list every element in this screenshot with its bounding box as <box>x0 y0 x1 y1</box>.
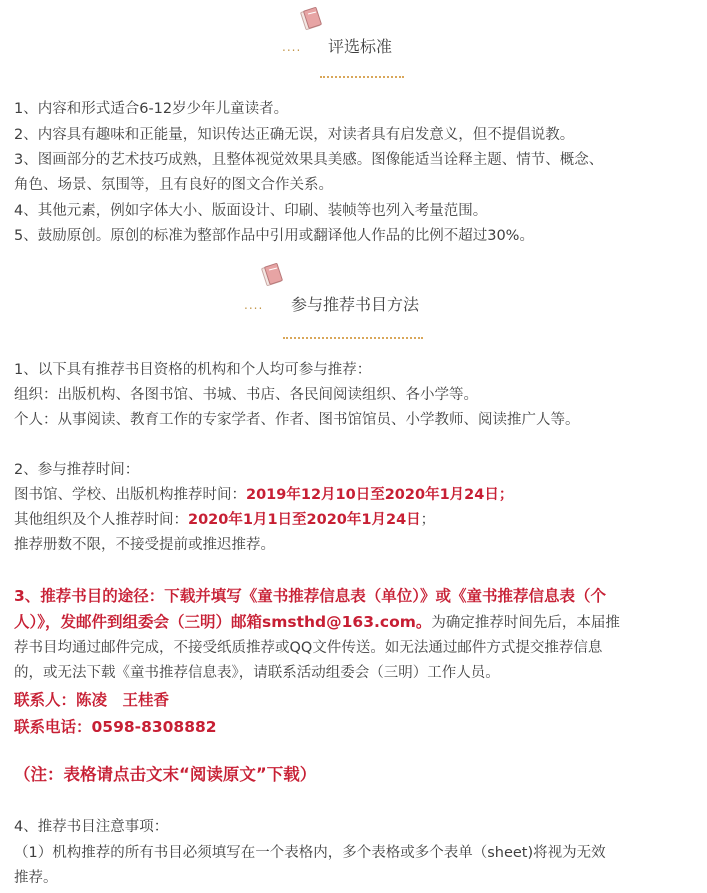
section-title: 评选标准 <box>328 37 393 56</box>
text-segment: 图书馆、学校、出版机构推荐时间： <box>14 487 246 503</box>
text-line: 3、推荐书目的途径：下载并填写《童书推荐信息表（单位）》或《童书推荐信息表（个 <box>14 587 607 605</box>
text-line: 的，或无法下载《童书推荐信息表》，请联系活动组委会（三明）工作人员。 <box>14 665 500 681</box>
download-note: （注：表格请点击文末“阅读原文”下载） <box>14 765 317 784</box>
title-underline <box>283 337 423 339</box>
highlight-date: 2020年1月1日至2020年1月24日 <box>188 512 421 528</box>
text-line: 推荐册数不限，不接受提前或推迟推荐。 <box>14 537 275 553</box>
text-line: 2、参与推荐时间： <box>14 462 140 478</box>
book-icon <box>261 262 285 288</box>
text-line: 个人：从事阅读、教育工作的专家学者、作者、图书馆馆员、小学教师、阅读推广人等。 <box>14 412 580 428</box>
text-line: 荐书目均通过邮件完成，不接受纸质推荐或QQ文件传送。如无法通过邮件方式提交推荐信息 <box>14 640 603 656</box>
text-line: 推荐。 <box>14 870 58 886</box>
email-instruction: 人）》，发邮件到组委会（三明）邮箱smsthd@163.com。 <box>14 613 432 631</box>
list-item: 3、图画部分的艺术技巧成熟，且整体视觉效果具美感。图像能适当诠释主题、情节、概念、 <box>14 152 604 168</box>
text-line <box>14 485 697 505</box>
book-icon <box>300 6 324 32</box>
text-segment: 其他组织及个人推荐时间： <box>14 512 188 528</box>
list-item: 5、鼓励原创。原创的标准为整部作品中引用或翻译他人作品的比例不超过30%。 <box>14 228 534 244</box>
text-line <box>14 510 697 530</box>
section-title: 参与推荐书目方法 <box>291 295 420 314</box>
decor-dots: .... <box>244 298 264 312</box>
text-line: （1）机构推荐的所有书目必须填写在一个表格内，多个表格或多个表单（sheet)将视为无效 <box>14 845 606 861</box>
text-line <box>14 612 697 633</box>
text-segment: ； <box>420 512 436 528</box>
highlight-date: 2019年12月10日至2020年1月24日； <box>246 487 514 503</box>
text-line: 组织：出版机构、各图书馆、书城、书店、各民间阅读组织、各小学等。 <box>14 387 478 403</box>
contact-phone: 联系电话：0598-8308882 <box>14 718 217 736</box>
list-item: 1、内容和形式适合6-12岁少年儿童读者。 <box>14 101 289 117</box>
title-underline <box>320 76 404 78</box>
contact-person: 联系人：陈凌 王桂香 <box>14 691 170 709</box>
list-item: 4、其他元素，例如字体大小、版面设计、印刷、装帧等也列入考量范围。 <box>14 203 488 219</box>
text-line: 1、以下具有推荐书目资格的机构和个人均可参与推荐： <box>14 362 372 378</box>
text-line: 4、推荐书目注意事项： <box>14 819 169 835</box>
text-segment: 为确定推荐时间先后，本届推 <box>431 615 620 631</box>
list-item: 2、内容具有趣味和正能量，知识传达正确无误，对读者具有启发意义，但不提倡说教。 <box>14 127 575 143</box>
decor-dots: .... <box>282 40 302 54</box>
list-item: 角色、场景、氛围等，且有良好的图文合作关系。 <box>14 177 333 193</box>
